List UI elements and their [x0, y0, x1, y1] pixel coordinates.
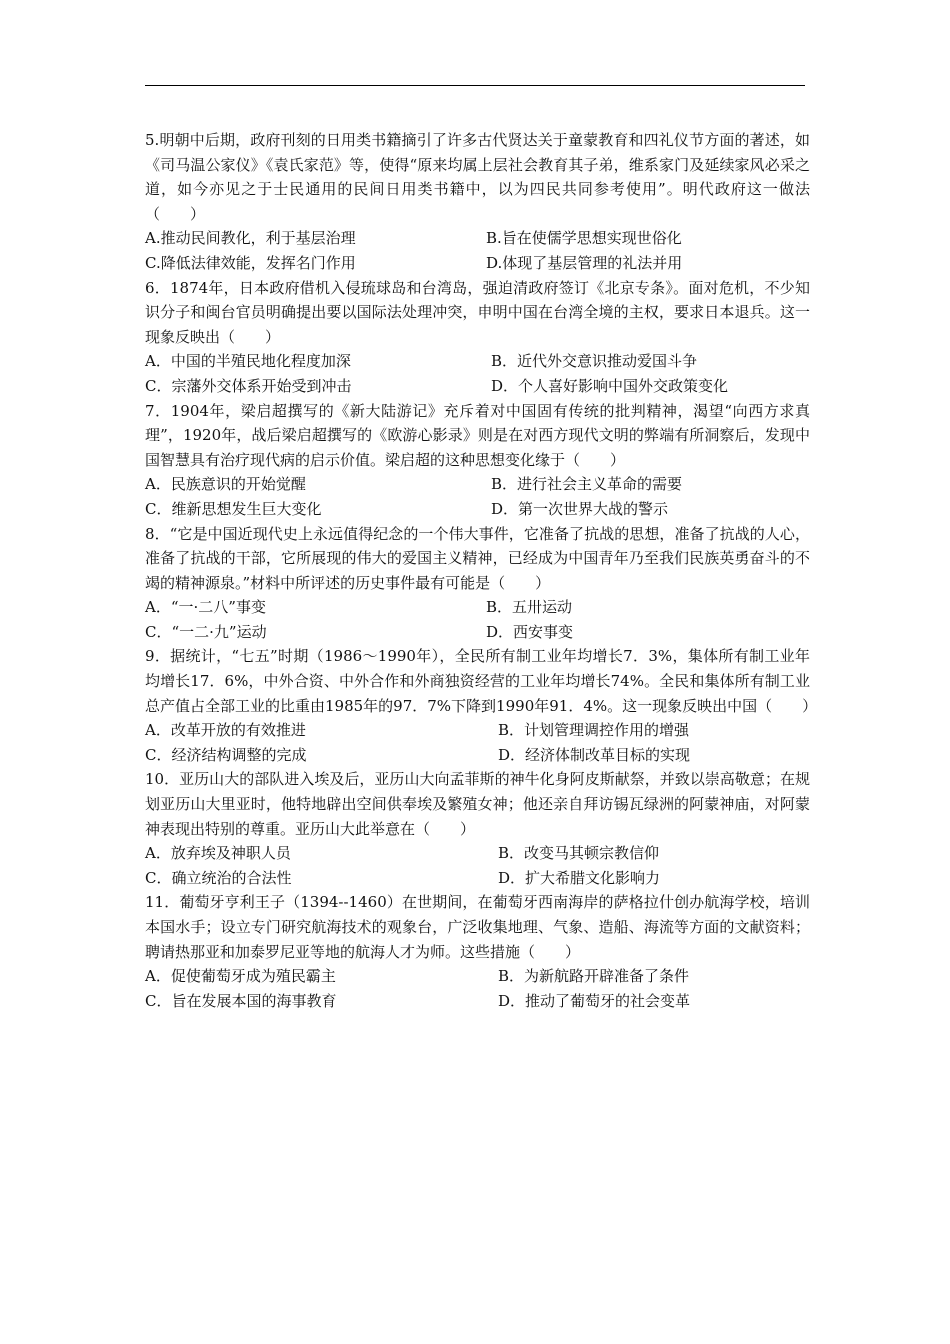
option-b: B．计划管理调控作用的增强 — [498, 721, 690, 740]
question-8 — [145, 522, 810, 645]
option-a: A．“一·二八”事变 — [145, 598, 266, 617]
question-stem: 9．据统计，“七五”时期（1986～1990年），全民所有制工业年均增长7．3%，集体所有制工业年均增长17．6%，中外合资、中外合作和外商独资经营的工业年均增长74%。全民和集体所有制工业总产值占全部工业的比重由1985年的97．7%下降到1990年91．4%。这一现象反映出中国（ ） — [145, 647, 818, 715]
option-d: D．个人喜好影响中国外交政策变化 — [491, 376, 729, 395]
options — [145, 595, 810, 644]
option-b: B．改变马其顿宗教信仰 — [498, 844, 660, 863]
option-b: B．为新航路开辟准备了条件 — [498, 967, 690, 986]
option-c: C．确立统治的合法性 — [145, 868, 292, 887]
option-c: C．经济结构调整的完成 — [145, 745, 307, 764]
question-stem: 5.明朝中后期，政府刊刻的日用类书籍摘引了许多古代贤达关于童蒙教育和四礼仪节方面的著述，如《司马温公家仪》《袁氏家范》等，使得“原来均属上层社会教育其子弟，维系家门及延续家风必采之道，如今亦见之于士民通用的民间日用类书籍中，以为四民共同参考使用”。明代政府这一做法（ ） — [145, 131, 810, 223]
option-b: B.旨在使儒学思想实现世俗化 — [486, 229, 682, 248]
question-6 — [145, 276, 810, 399]
question-stem: 8．“它是中国近现代史上永远值得纪念的一个伟大事件，它准备了抗战的思想，准备了抗战的人心，准备了抗战的干部，它所展现的伟大的爱国主义精神，已经成为中国青年乃至我们民族英勇奋斗的不竭的精神源泉。”材料中所评述的历史事件最有可能是（ ） — [145, 524, 810, 592]
question-9 — [145, 644, 818, 767]
option-c: C．“一二·九”运动 — [145, 622, 267, 641]
option-b: B．五卅运动 — [486, 598, 573, 617]
option-d: D．推动了葡萄牙的社会变革 — [498, 991, 691, 1010]
option-c: C．维新思想发生巨大变化 — [145, 499, 322, 518]
options — [145, 841, 810, 890]
option-a: A．放弃埃及神职人员 — [145, 844, 291, 863]
option-d: D．西安事变 — [486, 622, 574, 641]
option-c: C．旨在发展本国的海事教育 — [145, 991, 337, 1010]
option-d: D.体现了基层管理的礼法并用 — [486, 253, 683, 272]
option-a: A．民族意识的开始觉醒 — [145, 475, 306, 494]
question-stem: 10．亚历山大的部队进入埃及后，亚历山大向孟菲斯的神牛化身阿皮斯献祭，并致以崇高敬意；在规划亚历山大里亚时，他特地辟出空间供奉埃及繁殖女神；他还亲自拜访锡瓦绿洲的阿蒙神庙，对阿蒙神表现出特别的尊重。亚历山大此举意在（ ） — [145, 770, 810, 838]
question-7 — [145, 399, 810, 522]
options — [145, 964, 810, 1013]
options — [145, 718, 810, 767]
option-d: D．扩大希腊文化影响力 — [498, 868, 661, 887]
option-a: A.推动民间教化，利于基层治理 — [145, 229, 356, 248]
options — [145, 472, 810, 521]
options — [145, 349, 810, 398]
question-stem: 6．1874年，日本政府借机入侵琉球岛和台湾岛，强迫清政府签订《北京专条》。面对危机，不少知识分子和闽台官员明确提出要以国际法处理冲突，申明中国在台湾全境的主权，要求日本退兵。这一现象反映出（ ） — [145, 278, 810, 346]
header-rule — [145, 85, 805, 86]
option-a: A．中国的半殖民地化程度加深 — [145, 352, 351, 371]
option-d: D．第一次世界大战的警示 — [491, 499, 669, 518]
option-c: C.降低法律效能，发挥名门作用 — [145, 253, 356, 272]
question-list — [145, 128, 818, 1013]
question-stem: 7．1904年，梁启超撰写的《新大陆游记》充斥着对中国固有传统的批判精神，渴望“向西方求真理”，1920年，战后梁启超撰写的《欧游心影录》则是在对西方现代文明的弊端有所洞察后，发现中国智慧具有治疗现代病的启示价值。梁启超的这种思想变化缘于（ ） — [145, 401, 810, 469]
option-d: D．经济体制改革目标的实现 — [498, 745, 691, 764]
question-11 — [145, 890, 810, 1013]
option-c: C．宗藩外交体系开始受到冲击 — [145, 376, 352, 395]
option-b: B．近代外交意识推动爱国斗争 — [491, 352, 698, 371]
question-10 — [145, 767, 810, 890]
question-5 — [145, 128, 810, 276]
option-a: A．改革开放的有效推进 — [145, 721, 306, 740]
option-b: B．进行社会主义革命的需要 — [491, 475, 683, 494]
options — [145, 226, 810, 275]
option-a: A．促使葡萄牙成为殖民霸主 — [145, 967, 336, 986]
question-stem: 11．葡萄牙亨利王子（1394--1460）在世期间，在葡萄牙西南海岸的萨格拉什创办航海学校，培训本国水手；设立专门研究航海技术的观象台，广泛收集地理、气象、造船、海流等方面的文献资料；聘请热那亚和加泰罗尼亚等地的航海人才为师。这些措施（ ） — [145, 893, 810, 961]
